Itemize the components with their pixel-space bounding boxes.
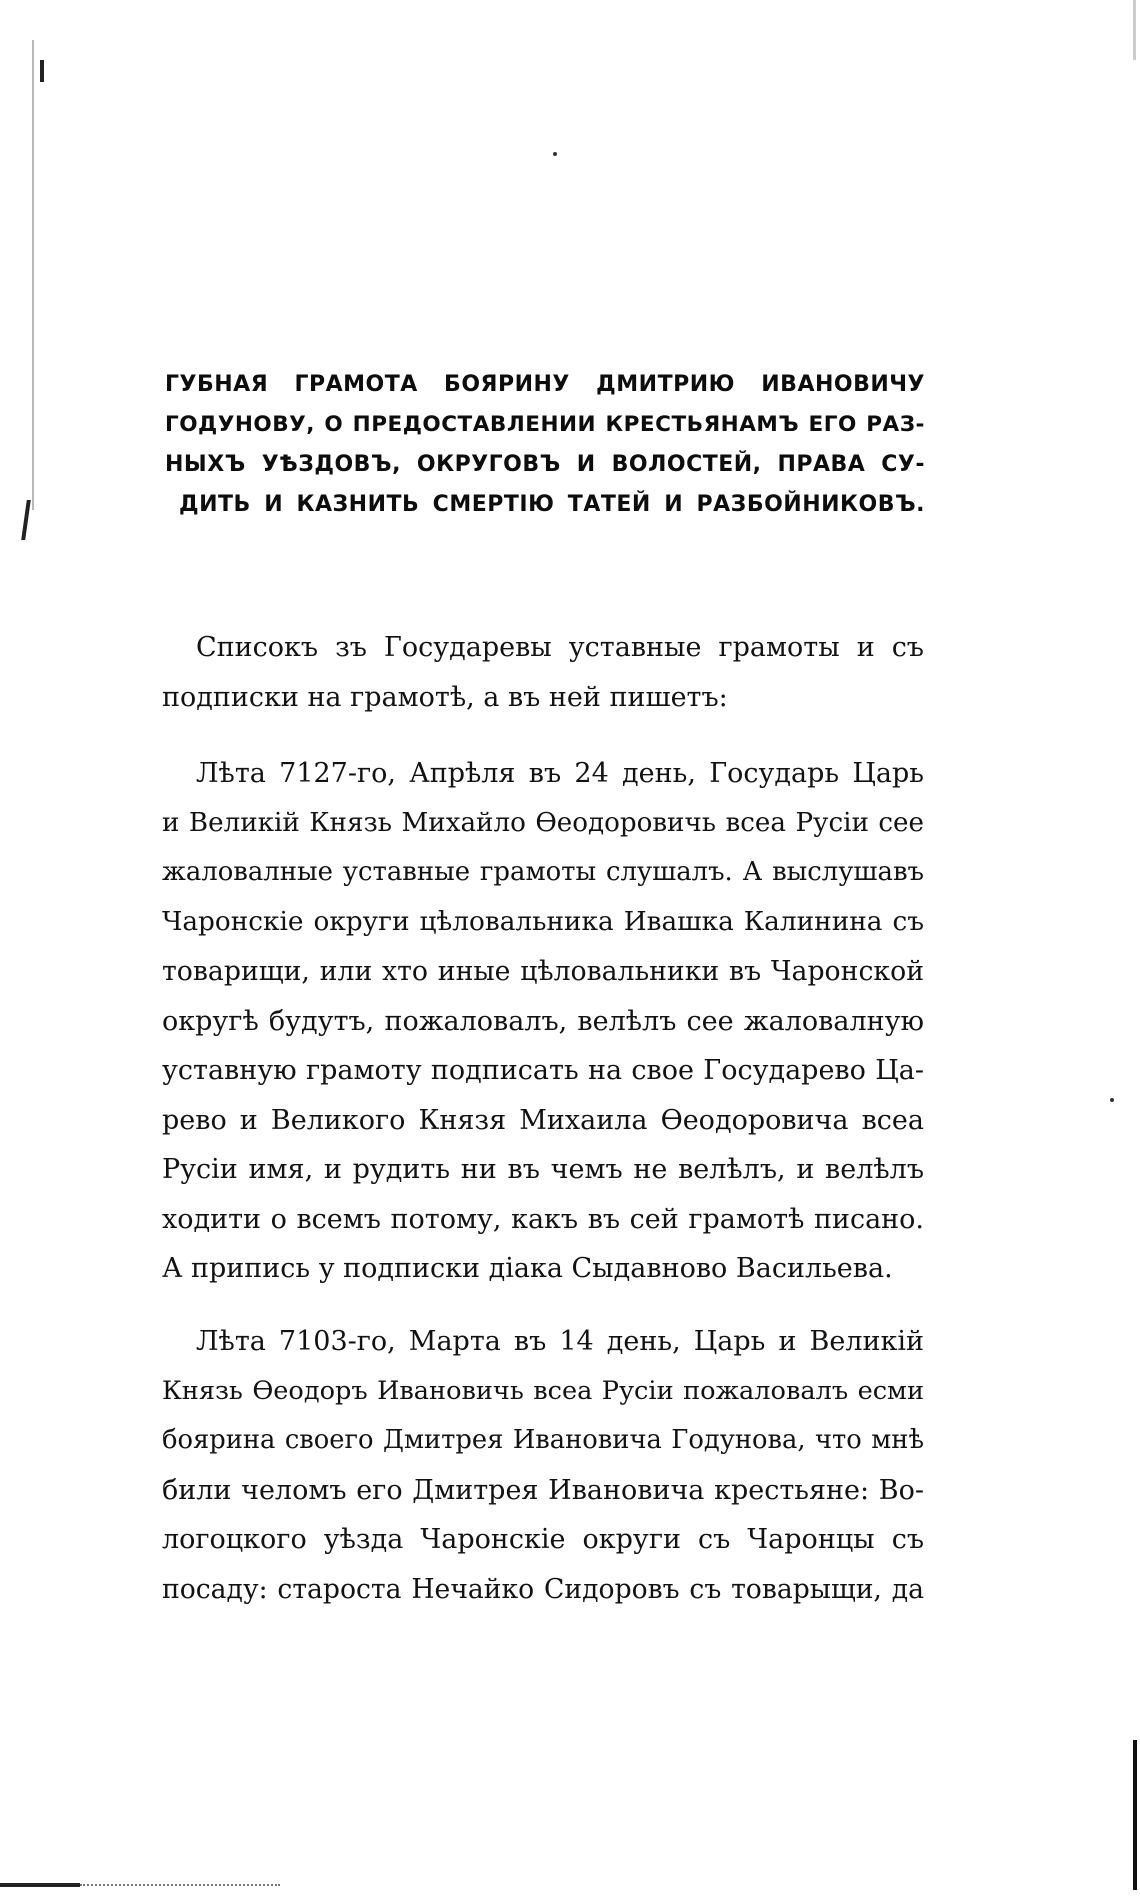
heading-line: ГУБНАЯ ГРАМОТА БОЯРИНУ ДМИТРИЮ ИВАНОВИЧУ [165, 372, 925, 397]
paragraph-line: товарищи, или хто иные цѣловальники въ Чаронской [162, 956, 924, 987]
heading-line: НЫХЪ УѢЗДОВЪ, ОКРУГОВЪ И ВОЛОСТЕЙ, ПРАВА СУ- [165, 452, 925, 477]
scan-edge-left [32, 40, 34, 510]
paragraph-line: ходити о всемъ потому, какъ въ сей грамотѣ писано. [162, 1203, 924, 1235]
paragraph-line: боярина своего Дмитрея Ивановича Годунова, что мнѣ [162, 1425, 924, 1455]
paragraph-line: жаловалные уставные грамоты слушалъ. А выслушавъ [162, 857, 924, 887]
paragraph-line: логоцкого уѣзда Чаронскіе округи съ Чаронцы съ [162, 1524, 924, 1555]
paragraph-line: Лѣта 7103-го, Марта въ 14 день, Царь и Великій [196, 1326, 924, 1357]
paragraph-line: рево и Великого Князя Михаила Ѳеодоровича всеа [162, 1104, 924, 1136]
paragraph-charter-1618 [162, 749, 924, 1294]
paragraph-line: посаду: староста Нечайко Сидоровъ съ товарыщи, да [162, 1573, 924, 1605]
paragraph-line: А припись у подписки діака Сыдавново Васильева. [162, 1253, 893, 1284]
paragraph-line: Списокъ зъ Государевы уставные грамоты и съ [196, 632, 924, 663]
paragraph-line: подписки на грамотѣ, а въ ней пишетъ: [162, 681, 728, 713]
scan-bottom-rule [0, 1883, 80, 1887]
paragraph-line: уставную грамоту подписать на свое Государево Ца- [162, 1055, 924, 1086]
scan-edge-right-top [1133, 0, 1136, 60]
paragraph-intro [162, 623, 924, 722]
scan-mark-top-left [40, 60, 44, 82]
scan-speck [1110, 1098, 1114, 1102]
scan-edge-right-bottom [1133, 1740, 1137, 1890]
paragraph-line: и Великій Князь Михайло Ѳеодоровичь всеа Русіи сее [162, 807, 924, 838]
scan-mark-mid-left [21, 500, 31, 540]
heading-line: ГОДУНОВУ, О ПРЕДОСТАВЛЕНИИ КРЕСТЬЯНАМЪ ЕГО РАЗ- [165, 412, 925, 437]
paragraph-line: Князь Ѳеодоръ Ивановичь всеа Русіи пожаловалъ есми [162, 1375, 924, 1406]
paragraph-line: били челомъ его Дмитрея Ивановича крестьяне: Во- [162, 1474, 924, 1506]
paragraph-line: округѣ будутъ, пожаловалъ, велѣлъ сее жаловалную [162, 1005, 924, 1037]
scan-bottom-dots [80, 1884, 280, 1886]
document-heading [165, 365, 925, 525]
paragraph-charter-1595 [162, 1317, 924, 1614]
scan-speck [553, 152, 557, 156]
paragraph-line: Русіи имя, и рудить ни въ чемъ не велѣлъ, и велѣлъ [162, 1154, 924, 1185]
paragraph-line: Чаронскіе округи цѣловальника Ивашка Калинина съ [162, 906, 924, 937]
heading-line: ДИТЬ И КАЗНИТЬ СМЕРТІЮ ТАТЕЙ И РАЗБОЙНИКОВЪ. [179, 492, 925, 517]
paragraph-line: Лѣта 7127-го, Апрѣля въ 24 день, Государь Царь [196, 758, 924, 789]
